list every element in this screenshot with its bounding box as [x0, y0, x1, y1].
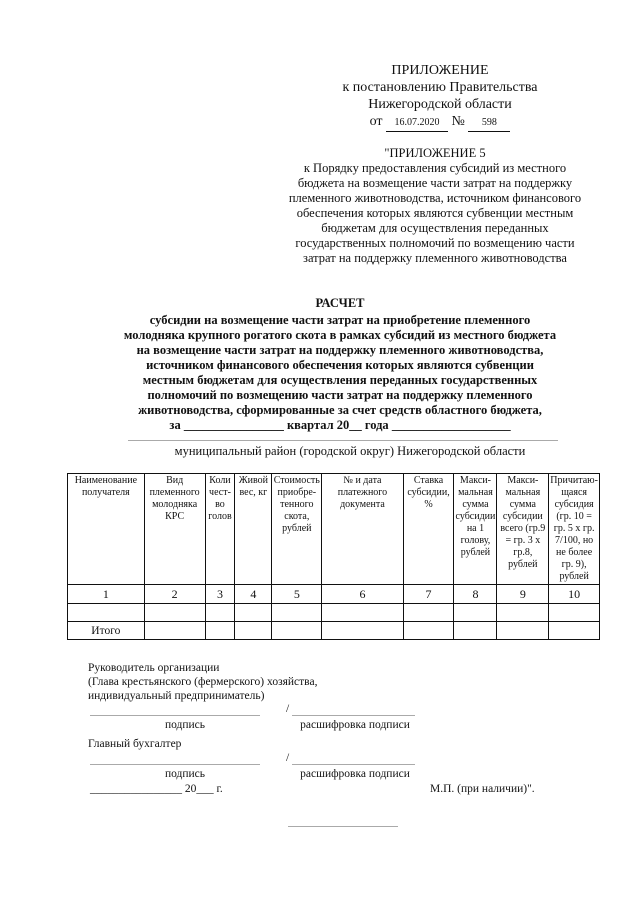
head-decode-label: расшифровка подписи: [300, 719, 410, 731]
table-cell: [497, 604, 549, 622]
appendix-line: обеспечения которых являются субвенции местным: [296, 206, 574, 220]
table-cell: [205, 622, 235, 640]
head-signature-line: [90, 715, 260, 716]
decree-date: 16.07.2020: [386, 114, 448, 132]
header-cell: Макси- мальная сумма субсидии всего (гр.9 = гр. 3 х гр.8, рублей: [497, 474, 549, 585]
header-cell: № и дата платежного документа: [322, 474, 403, 585]
header-cell: Вид племенного молодняка КРС: [144, 474, 205, 585]
column-number: 8: [454, 585, 497, 604]
calc-line: полномочий по возмещению части затрат на поддержку племенного: [147, 388, 533, 402]
appendix-line: затрат на поддержку племенного животноводства: [303, 251, 567, 265]
municipality-label: муниципальный район (городской округ) Нижегородской области: [174, 444, 526, 458]
table-total-row: [68, 622, 600, 640]
column-number: 1: [68, 585, 145, 604]
head-line: индивидуальный предприниматель): [88, 690, 265, 702]
table-cell: [68, 604, 145, 622]
calc-line: субсидии на возмещение части затрат на приобретение племенного: [149, 313, 531, 327]
table-cell: [144, 604, 205, 622]
date-year: 20___ г.: [184, 783, 223, 795]
table-cell: [549, 604, 600, 622]
header-cell: Макси- мальная сумма субсидии на 1 голову, рублей: [454, 474, 497, 585]
table-cell: [403, 622, 454, 640]
calc-title: РАСЧЕТ: [315, 296, 365, 310]
period-for: за: [169, 418, 181, 432]
table-cell: [144, 622, 205, 640]
header-cell: Живой вес, кг: [235, 474, 272, 585]
calc-period-row: [40, 418, 640, 433]
accountant-slash: /: [286, 752, 290, 764]
table-row: [68, 604, 600, 622]
header-line-3: Нижегородской области: [368, 97, 512, 112]
appendix-line: племенного животноводства, источником финансового: [288, 191, 582, 205]
table-cell: [322, 622, 403, 640]
decree-number: 598: [468, 114, 510, 132]
table-cell: [272, 604, 322, 622]
column-number: 5: [272, 585, 322, 604]
table-cell: [322, 604, 403, 622]
column-number: 9: [497, 585, 549, 604]
column-number: 10: [549, 585, 600, 604]
column-number: 2: [144, 585, 205, 604]
calc-block: [40, 296, 640, 433]
appendix-title: "ПРИЛОЖЕНИЕ 5: [384, 146, 486, 160]
appendix-line: бюджета на возмещение части затрат на поддержку: [297, 176, 573, 190]
head-line: Руководитель организации: [88, 662, 220, 674]
header-cell: Коли чест- во голов: [205, 474, 235, 585]
from-label: от: [369, 114, 383, 129]
appendix-block: [270, 146, 600, 266]
header-cell: Ставка субсидии, %: [403, 474, 454, 585]
table-cell: [205, 604, 235, 622]
head-signature-label: подпись: [164, 719, 206, 731]
table-cell: [272, 622, 322, 640]
header-line-2: к постановлению Правительства: [342, 80, 538, 95]
head-decode-line: [292, 715, 415, 716]
table-cell: [454, 622, 497, 640]
accountant-signature-label: подпись: [164, 768, 206, 780]
municipality-underline: [128, 440, 558, 441]
period-quarter: квартал 20__ года: [286, 418, 389, 432]
column-number: 3: [205, 585, 235, 604]
accountant-signature-line: [90, 764, 260, 765]
calc-line: местным бюджетам для осуществления переданных государственных: [142, 373, 538, 387]
header-cell: Причитаю- щаяся субсидия (гр. 10 = гр. 5 х гр. 7/100, но не более гр. 9), рублей: [549, 474, 600, 585]
table-cell: [235, 604, 272, 622]
calc-line: источником финансового обеспечения которых являются субвенции: [146, 358, 534, 372]
header-cell: Наименование получателя: [68, 474, 145, 585]
calc-line: животноводства, сформированные за счет средств областного бюджета,: [138, 403, 542, 417]
appendix-line: государственных полномочий по возмещению части: [295, 236, 575, 250]
table-number-row: [68, 585, 600, 604]
appendix-line: к Порядку предоставления субсидий из местного: [303, 161, 567, 175]
accountant-decode-label: расшифровка подписи: [300, 768, 410, 780]
column-number: 7: [403, 585, 454, 604]
header-line-1: ПРИЛОЖЕНИЕ: [391, 63, 489, 78]
period-blank-1: ________________: [183, 418, 284, 432]
appendix-line: бюджетам для осуществления переданных: [321, 221, 549, 235]
calc-line: молодняка крупного рогатого скота в рамках субсидий из местного бюджета: [123, 328, 557, 342]
head-block: [88, 661, 408, 703]
number-label: №: [451, 114, 465, 129]
date-row: [90, 782, 223, 796]
table-cell: [235, 622, 272, 640]
accountant-label: Главный бухгалтер: [88, 738, 182, 750]
table-header-row: [68, 474, 600, 585]
calc-line: на возмещение части затрат на поддержку племенного животноводства,: [136, 343, 544, 357]
period-blank-2: ___________________: [391, 418, 511, 432]
header-cell: Стоимость приобре- тенного скота, рублей: [272, 474, 322, 585]
table-cell: [403, 604, 454, 622]
table-cell: [549, 622, 600, 640]
date-blank: ________________: [90, 783, 182, 795]
column-number: 6: [322, 585, 403, 604]
accountant-decode-line: [292, 764, 415, 765]
table-cell: [497, 622, 549, 640]
calculation-table: [67, 473, 600, 640]
footer-line: [288, 826, 398, 827]
stamp-label: М.П. (при наличии)".: [430, 783, 535, 795]
head-line: (Глава крестьянского (фермерского) хозяйства,: [88, 676, 318, 688]
column-number: 4: [235, 585, 272, 604]
total-label: Итого: [68, 622, 145, 640]
header-date-row: [300, 113, 580, 132]
header-block: [300, 62, 580, 132]
head-slash: /: [286, 703, 290, 715]
table-cell: [454, 604, 497, 622]
